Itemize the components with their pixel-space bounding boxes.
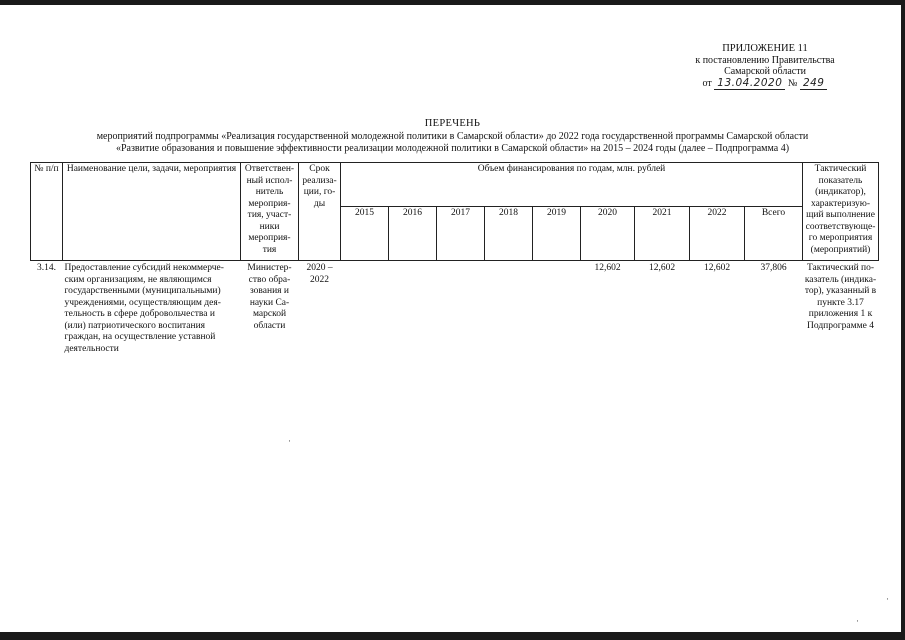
header-total: Всего — [745, 207, 803, 261]
document-subtitle-1: мероприятий подпрограммы «Реализация государственной молодежной политики в Самарской области» до 2022 года государственной программы Самарской области — [96, 130, 809, 142]
row-num: 3.14. — [37, 263, 56, 273]
table-row — [31, 261, 879, 357]
scan-border-top — [0, 0, 905, 5]
appendix-title: ПРИЛОЖЕНИЕ 11 — [722, 43, 808, 54]
row-value-2018 — [485, 261, 533, 357]
header-year-2022: 2022 — [690, 207, 745, 261]
row-value-2019 — [533, 261, 581, 357]
appendix-line2: к постановлению Правительства — [695, 54, 835, 66]
header-year-2021: 2021 — [635, 207, 690, 261]
from-label: от — [702, 77, 712, 89]
header-term: Срок реализа-ции, го-ды — [299, 163, 341, 261]
scan-border-bottom — [0, 632, 905, 640]
document-subtitle-2: «Развитие образования и повышение эффективности реализации молодежной политики в Самарской области» на 2015 – 2024 годы (далее – Подпрограмма 4) — [115, 143, 790, 154]
header-year-2020: 2020 — [581, 207, 635, 261]
appendix-line3: Самарской области — [724, 66, 806, 77]
row-name: Предоставление субсидий некоммерче-ским организациям, не являющимся государственными (муниципальными) учреждениями, осуществляющим дея-тельность в сфере добровольчества и (или) патриотического воспитания граждан, на осуществление уставной деятельности — [64, 263, 224, 354]
row-value-2020: 12,602 — [594, 263, 621, 273]
document-title — [30, 118, 875, 156]
row-term: 2020 – 2022 — [306, 263, 333, 285]
header-row-1 — [31, 163, 879, 207]
row-value-total: 37,806 — [760, 263, 787, 273]
row-value-2015 — [341, 261, 389, 357]
scan-speck: · — [886, 594, 889, 604]
row-value-2016 — [389, 261, 437, 357]
number-label: № — [787, 77, 798, 89]
header-indicator: Тактический показатель (индикатор), характеризую-щий выполнение соответствующе-го мероприятия (мероприятий) — [803, 163, 879, 261]
scan-speck: · — [856, 616, 859, 626]
handwritten-number: 249 — [800, 77, 828, 90]
header-year-2018: 2018 — [485, 207, 533, 261]
header-num: № п/п — [31, 163, 63, 261]
header-year-2016: 2016 — [389, 207, 437, 261]
header-funding: Объем финансирования по годам, млн. рублей — [341, 163, 803, 207]
row-indicator: Тактический по-казатель (индика-тор), указанный в пункте 3.17 приложения 1 к Подпрограмме 4 — [804, 263, 877, 331]
handwritten-date: 13.04.2020 — [714, 77, 785, 90]
header-name: Наименование цели, задачи, мероприятия — [63, 163, 241, 261]
row-responsible: Министер-ство обра-зования и науки Са-марской области — [247, 263, 292, 331]
funding-table — [30, 162, 879, 356]
appendix-block — [640, 43, 890, 89]
header-responsible: Ответствен-ный испол-нитель мероприя-тия, участ-ники мероприя-тия — [241, 163, 299, 261]
row-value-2022: 12,602 — [703, 263, 731, 273]
header-year-2019: 2019 — [533, 207, 581, 261]
appendix-signature-line — [703, 78, 828, 90]
header-year-2015: 2015 — [341, 207, 389, 261]
row-value-2017 — [437, 261, 485, 357]
scan-border-right — [901, 0, 905, 640]
document-heading: ПЕРЕЧЕНЬ — [424, 118, 481, 129]
row-value-2021: 12,602 — [648, 263, 676, 273]
scan-speck: · — [288, 436, 291, 446]
header-year-2017: 2017 — [437, 207, 485, 261]
